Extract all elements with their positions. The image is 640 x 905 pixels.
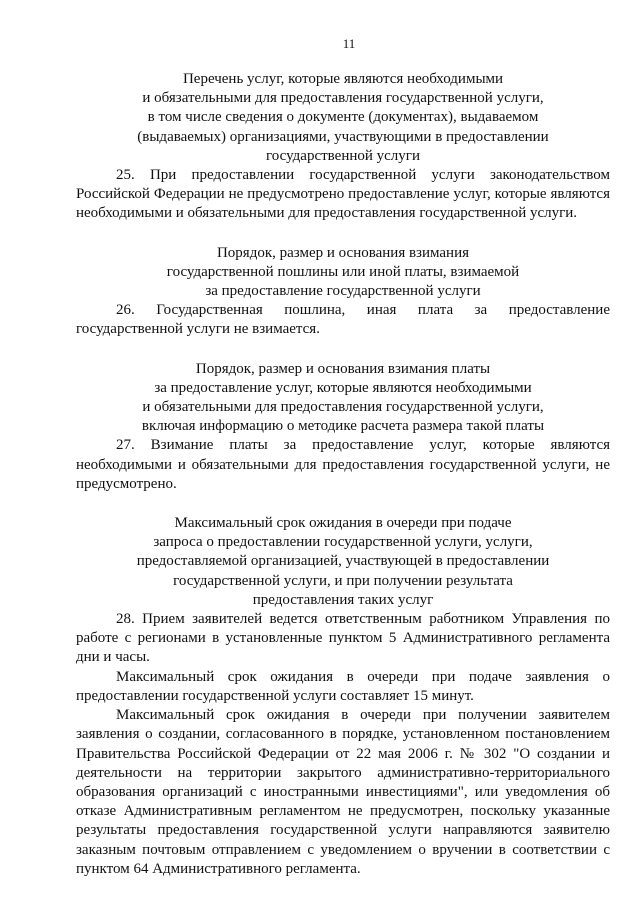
paragraph-25: 25. При предоставлении государственной услуги законодательством Российской Федерации не предусмотрено предоставление услуг, которые являются необходимыми и обязательными для предоставления государственной услуги. [76, 167, 610, 222]
heading-line: предоставления таких услуг [252, 591, 434, 608]
section-heading-state-fee [76, 244, 610, 302]
heading-line: Перечень услуг, которые являются необходимыми [182, 71, 504, 87]
heading-line: Порядок, размер и основания взимания [216, 244, 470, 261]
section-heading-services-list [76, 70, 610, 166]
heading-line: государственной услуги, и при получении результата [173, 572, 513, 589]
heading-line: предоставляемой организацией, участвующей в предоставлении [136, 553, 550, 570]
heading-line: государственной услуги [266, 147, 420, 164]
heading-line: за предоставление государственной услуги [205, 283, 481, 300]
paragraph-queue-receipt: Максимальный срок ожидания в очереди при получении заявителем заявления о создании, согласованного в порядке, установленном постановлением Правительства Российской Федерации от 22 мая 2006 г. № 302 "О создании и деятельности на территории закрытого административно-территориального образования организаций с иностранными инвестициями", или уведомления об отказе Административным регламентом не предусмотрен, поскольку указанные результаты предоставления государственной услуги направляются заявителю заказным почтовым отправлением с уведомлением о вручении в соответствии с пунктом 64 Административного регламента. [76, 707, 610, 877]
section-heading-fee-for-services [76, 360, 610, 437]
heading-line: Порядок, размер и основания взимания платы [195, 360, 491, 377]
heading-line: и обязательными для предоставления государственной услуги, [142, 90, 544, 107]
heading-line: за предоставление услуг, которые являются необходимыми [154, 379, 532, 396]
heading-line: (выдаваемых) организациями, участвующими в предоставлении [137, 128, 549, 145]
paragraph-27: 27. Взимание платы за предоставление услуг, которые являются необходимыми и обязательными для предоставления государственной услуги, не предусмотрено. [76, 437, 610, 492]
heading-line: включая информацию о методике расчета размера такой платы [141, 418, 545, 435]
heading-line: государственной пошлины или иной платы, взимаемой [166, 263, 520, 280]
paragraph-28: 28. Прием заявителей ведется ответственным работником Управления по работе с регионами в установленные пунктом 5 Административного регламента дни и часы. [76, 611, 610, 666]
section-heading-queue-time [76, 514, 610, 610]
heading-line: Максимальный срок ожидания в очереди при подаче [174, 515, 512, 532]
heading-line: в том числе сведения о документе (документах), выдаваемом [147, 109, 539, 126]
paragraph-queue-submission: Максимальный срок ожидания в очереди при подаче заявления о предоставлении государственной услуги составляет 15 минут. [76, 668, 610, 704]
heading-line: и обязательными для предоставления государственной услуги, [142, 399, 544, 416]
heading-line: запроса о предоставлении государственной услуги, услуги, [153, 534, 533, 551]
paragraph-26: 26. Государственная пошлина, иная плата за предоставление государственной услуги не взимается. [76, 302, 610, 338]
page-number: 11 [342, 36, 356, 51]
